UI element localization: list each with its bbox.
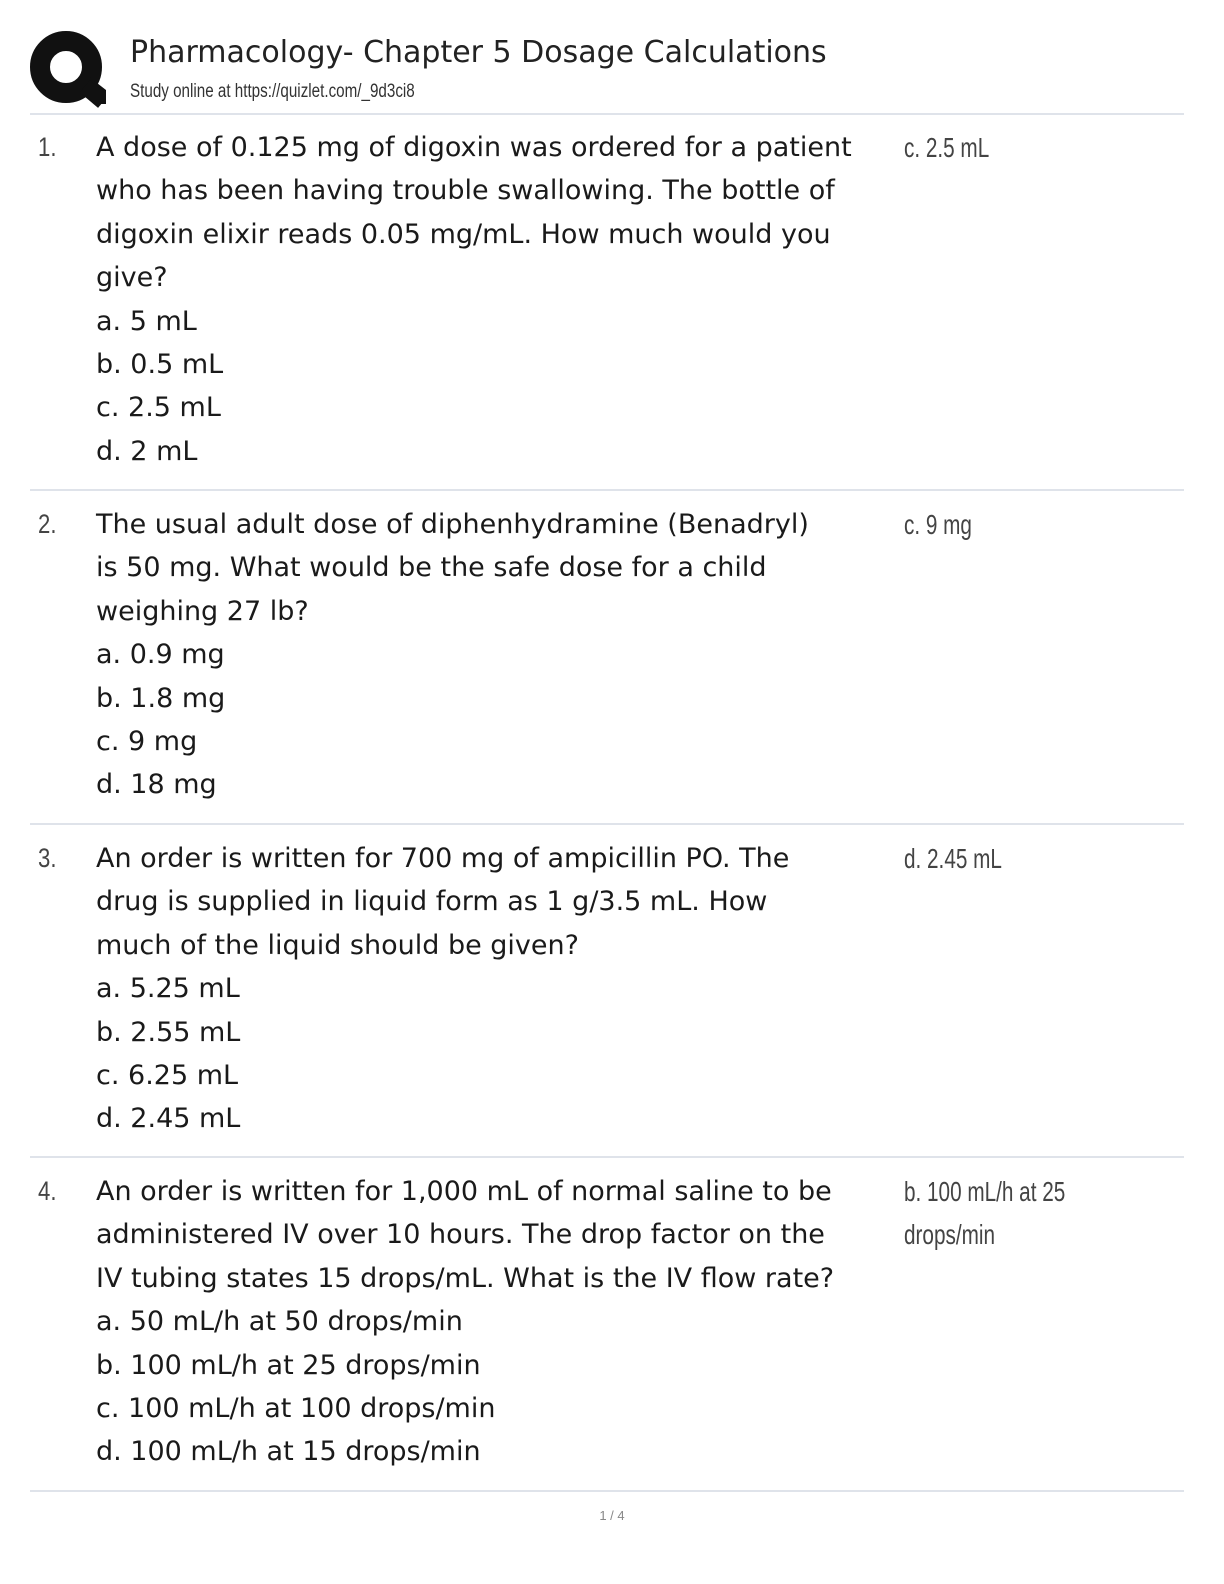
card-divider [30, 1490, 1184, 1492]
question-line: An order is written for 700 mg of ampicillin PO. The [96, 843, 790, 874]
option-a: a. 0.9 mg [96, 639, 225, 671]
answer-line: b. 100 mL/h at 25 [904, 1176, 1066, 1207]
answer-line: c. 9 mg [904, 509, 972, 540]
answer-text [904, 503, 972, 546]
answer-text [904, 837, 1002, 880]
question-line: An order is written for 1,000 mL of normal saline to be [96, 1176, 832, 1207]
answer-text [904, 126, 989, 169]
option-d: d. 2.45 mL [96, 1103, 241, 1135]
answer-line: c. 2.5 mL [904, 132, 990, 163]
question-line: give? [96, 262, 168, 294]
quizlet-q-logo-icon [30, 30, 106, 108]
option-c: c. 9 mg [96, 726, 198, 758]
question-text [96, 837, 896, 1141]
option-c: c. 100 mL/h at 100 drops/min [96, 1393, 496, 1425]
study-online-link[interactable]: Study online at https://quizlet.com/_9d3ci8 [130, 81, 415, 102]
question-line: A dose of 0.125 mg of digoxin was ordered for a patient [96, 132, 852, 163]
question-line: is 50 mg. What would be the safe dose for a child [96, 552, 767, 584]
option-b: b. 0.5 mL [96, 349, 224, 381]
option-d: d. 100 mL/h at 15 drops/min [96, 1436, 481, 1468]
page-title: Pharmacology- Chapter 5 Dosage Calculations [130, 35, 827, 70]
answer-text [904, 1170, 1065, 1257]
question-text [96, 1170, 896, 1474]
option-a: a. 50 mL/h at 50 drops/min [96, 1306, 463, 1338]
page-indicator: 1 / 4 [599, 1508, 625, 1523]
question-text [96, 126, 896, 473]
card-number: 1. [38, 132, 57, 162]
card-number: 4. [38, 1176, 57, 1206]
answer-line: d. 2.45 mL [904, 843, 1002, 874]
question-line: administered IV over 10 hours. The drop factor on the [96, 1219, 825, 1251]
option-b: b. 100 mL/h at 25 drops/min [96, 1349, 481, 1381]
option-d: d. 2 mL [96, 435, 198, 467]
option-c: c. 6.25 mL [96, 1060, 239, 1092]
question-line: drug is supplied in liquid form as 1 g/3.5 mL. How [96, 886, 768, 918]
option-b: b. 2.55 mL [96, 1016, 241, 1048]
option-a: a. 5 mL [96, 305, 197, 337]
question-line: digoxin elixir reads 0.05 mg/mL. How much would you [96, 218, 831, 250]
card-number: 2. [38, 509, 57, 539]
question-line: The usual adult dose of diphenhydramine (Benadryl) [96, 509, 809, 540]
option-b: b. 1.8 mg [96, 682, 226, 714]
header-divider [30, 113, 1184, 115]
option-d: d. 18 mg [96, 769, 217, 801]
card-divider [30, 489, 1184, 491]
option-c: c. 2.5 mL [96, 392, 221, 424]
card-divider [30, 1156, 1184, 1158]
card-divider [30, 823, 1184, 825]
option-a: a. 5.25 mL [96, 973, 240, 1005]
question-line: IV tubing states 15 drops/mL. What is the IV flow rate? [96, 1262, 835, 1294]
card-number: 3. [38, 843, 57, 873]
question-line: much of the liquid should be given? [96, 929, 579, 961]
question-text [96, 503, 896, 807]
question-line: who has been having trouble swallowing. The bottle of [96, 175, 835, 207]
answer-line: drops/min [904, 1219, 995, 1251]
question-line: weighing 27 lb? [96, 595, 309, 627]
